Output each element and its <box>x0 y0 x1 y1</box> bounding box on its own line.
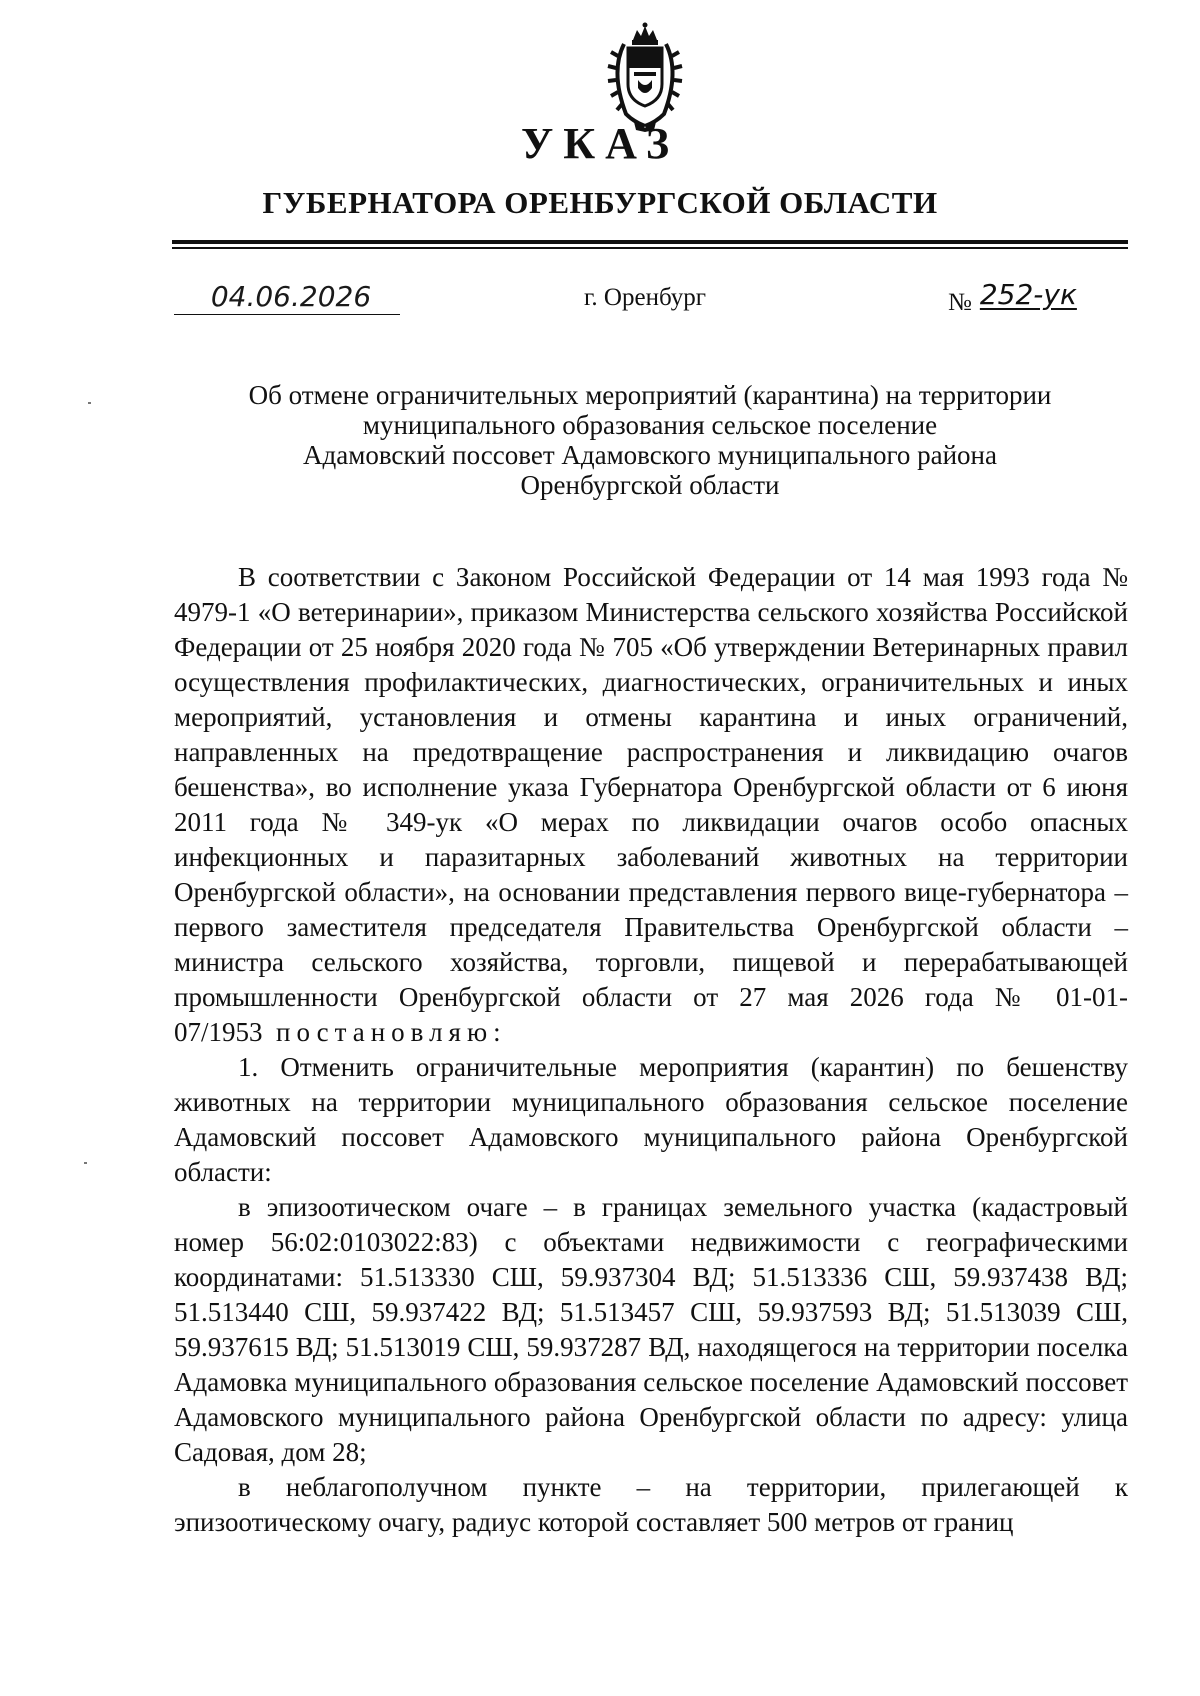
coat-of-arms-icon <box>604 22 686 132</box>
scan-speck <box>84 1162 87 1164</box>
subject-line: Оренбургской области <box>520 470 780 500</box>
header-divider-thin <box>172 247 1128 249</box>
header-divider-thick <box>172 240 1128 244</box>
number-label: № <box>948 289 972 316</box>
document-number <box>948 278 1077 316</box>
focus-paragraph: в эпизоотическом очаге – в границах земельного участка (кадастровый номер 56:02:0103022:83) с объектами недвижимости с географическими координатами: 51.513330 СШ, 59.937304 ВД; 51.513336 СШ, 59.937438 ВД; 51.513440 СШ, 59.937422 ВД; 51.513457 СШ, 59.937593 ВД; 51.513039 СШ, 59.937615 ВД; 51.513019 СШ, 59.937287 ВД, находящегося на территории поселка Адамовка муниципального образования сельское поселение Адамовский поссовет Адамовского муниципального района Оренбургской области по адресу: улица Садовая, дом 28; <box>174 1192 1128 1467</box>
preamble-paragraph <box>174 560 1128 1050</box>
document-city: г. Оренбург <box>584 284 706 311</box>
document-type-heading: УКАЗ <box>520 119 680 168</box>
document-body <box>174 560 1128 1540</box>
document-date: 04.06.2026 <box>174 280 400 315</box>
document-subject <box>220 380 1080 500</box>
subject-line: Об отмене ограничительных мероприятий (карантина) на территории <box>248 380 1052 410</box>
item-1-paragraph: 1. Отменить ограничительные мероприятия (карантин) по бешенству животных на территории муниципального образования сельское поселение Адамовский поссовет Адамовского муниципального района Оренбургской области: <box>174 1052 1128 1187</box>
preamble-text: В соответствии с Законом Российской Федерации от 14 мая 1993 года № 4979-1 «О ветеринарии», приказом Министерства сельского хозяйства Российской Федерации от 25 ноября 2020 года № 705 «Об утверждении Ветеринарных правил осуществления профилактических, диагностических, ограничительных и иных мероприятий, установления и отмены карантина и иных ограничений, направленных на предотвращение распространения и ликвидацию очагов бешенства», во исполнение указа Губернатора Оренбургской области от 6 июня 2011 года № 349-ук «О мерах по ликвидации очагов особо опасных инфекционных и паразитарных заболеваний животных на территории Оренбургской области», на основании представления первого вице-губернатора – первого заместителя председателя Правительства Оренбургской области – министра сельского хозяйства, торговли, пищевой и перерабатывающей промышленности Оренбургской области от 27 мая 2026 года № 01-01-07/1953 <box>174 562 1128 1047</box>
scan-speck <box>88 402 91 404</box>
issuer-heading: ГУБЕРНАТОРА ОРЕНБУРГСКОЙ ОБЛАСТИ <box>262 185 938 220</box>
subject-line: Адамовский поссовет Адамовского муниципального района <box>303 440 997 470</box>
subject-line: муниципального образования сельское поселение <box>362 410 938 440</box>
number-value: 252-ук <box>979 278 1077 311</box>
decree-word: постановляю: <box>276 1017 507 1047</box>
unfavorable-paragraph: в неблагополучном пункте – на территории, прилегающей к эпизоотическому очагу, радиус которой составляет 500 метров от границ <box>174 1472 1128 1537</box>
